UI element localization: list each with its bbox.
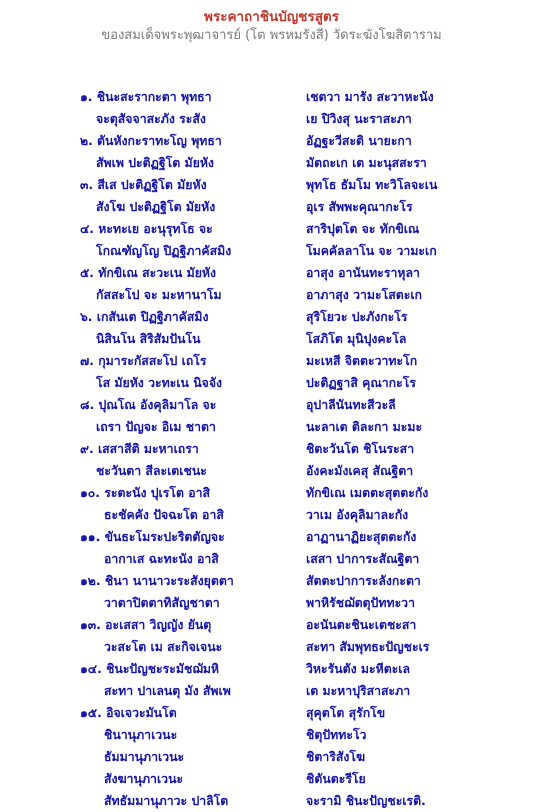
verse-line — [0, 614, 543, 636]
verse-right-text: นะลาเต ติละกา มะมะ — [306, 420, 423, 434]
verse-left-text: วาตาปิตตาทิสัญชาตา — [104, 596, 220, 610]
verse-line — [0, 680, 543, 702]
document-title: พระคาถาชินบัญชรสูตร — [204, 9, 339, 25]
verse-line — [0, 350, 543, 372]
verse-right-text: เชตวา มารัง สะวาหะนัง — [306, 90, 434, 104]
verse-right-text: วิหะรันตัง มะหีตะเล — [306, 662, 411, 676]
verse-right-text: เย ปิวิงสุ นะราสะภา — [306, 112, 412, 126]
verse-right-text: พาหิรัชฌัตตุปัททะวา — [306, 596, 415, 610]
verse-line — [0, 460, 543, 482]
verse-right-text: จะรามิ ชินะปัญชะเรติ. — [306, 794, 426, 808]
verse-line — [0, 724, 543, 746]
verse-line — [0, 526, 543, 548]
verse-right-text: ชิตันตะรีโย — [306, 772, 366, 786]
verse-line — [0, 658, 543, 680]
verse-right-text: อุเร สัพพะคุณากะโร — [306, 200, 413, 214]
verse-left-text: ๑๕. อิจเจวะมันโต — [80, 706, 177, 720]
verse-right-text: โสภิโต มุนิปุงคะโล — [306, 332, 407, 346]
verse-left-text: เถรา ปัญจะ อิเม ชาตา — [96, 420, 216, 434]
verse-left-text: ธัมมานุภาเวนะ — [104, 750, 185, 764]
verse-line — [0, 152, 543, 174]
verse-line — [0, 702, 543, 724]
verse-line — [0, 372, 543, 394]
verse-line — [0, 636, 543, 658]
verse-line — [0, 504, 543, 526]
verse-right-text: สุคุตโต สุรักโข — [306, 706, 386, 720]
verse-left-text: ๒. ตันหังกะราทะโญ พุทธา — [80, 134, 222, 148]
verse-left-text: ๘. ปุณโณ อังคุลิมาโล จะ — [80, 398, 217, 412]
verse-right-text: ชิตาริสังโฆ — [306, 750, 366, 764]
document-subtitle: ของสมเด็จพระพุฒาจารย์ (โต พรหมรังสี) วัดระฆังโฆสิตาราม — [101, 28, 442, 43]
verse-right-text: มะเหสี จิตตะวาทะโก — [306, 354, 418, 368]
verse-left-text: ๑๒. ชินา นานาวะระสังยุตตา — [80, 574, 234, 588]
verse-list — [0, 86, 543, 812]
verse-left-text: กัสสะโป จะ มะหานาโม — [96, 288, 222, 302]
verse-line — [0, 790, 543, 812]
verse-left-text: ๑๑. ขันธะโมระปะริตตัญจะ — [80, 530, 225, 544]
verse-left-text: ธะชัคคัง ปัจฉะโต อาสิ — [104, 508, 224, 522]
verse-right-text: อะนันตะชินะเตชะสา — [306, 618, 417, 632]
verse-right-text: สัตตะปาการะลังกะตา — [306, 574, 421, 588]
verse-line — [0, 416, 543, 438]
verse-line — [0, 746, 543, 768]
verse-right-text: สะทา สัมพุทธะปัญชะเร — [306, 640, 430, 654]
verse-line — [0, 196, 543, 218]
verse-left-text: ๓. สีเส ปะติฏฐิโต มัยหัง — [80, 178, 207, 192]
verse-right-text: ชิตุปัททะโว — [306, 728, 367, 742]
verse-right-text: สุริโยวะ ปะภังกะโร — [306, 310, 408, 324]
verse-right-text: พุทโธ ธัมโม ทะวิโลจะเน — [306, 178, 438, 192]
verse-right-text: ทักขิเณ เมตตะสุตตะกัง — [306, 486, 429, 500]
verse-right-text: เสสา ปาการะสัณฐิตา — [306, 552, 420, 566]
verse-line — [0, 394, 543, 416]
verse-line — [0, 548, 543, 570]
verse-line — [0, 482, 543, 504]
verse-right-text: อาภาสุง วามะโสตะเก — [306, 288, 422, 302]
verse-line — [0, 174, 543, 196]
verse-left-text: ๑. ชินะสะรากะตา พุทธา — [80, 90, 212, 104]
verse-line — [0, 86, 543, 108]
verse-line — [0, 306, 543, 328]
verse-left-text: สังฆานุภาเวนะ — [104, 772, 184, 786]
verse-line — [0, 592, 543, 614]
verse-line — [0, 262, 543, 284]
verse-right-text: อุปาลีนันทะสีวะลี — [306, 398, 396, 412]
verse-right-text: อาสุง อานันทะราหุลา — [306, 266, 420, 280]
verse-line — [0, 570, 543, 592]
verse-left-text: ๑๐. ระตะนัง ปุเรโต อาสิ — [80, 486, 211, 500]
verse-left-text: ๕. ทักขิเณ สะวะเน มัยหัง — [80, 266, 217, 280]
verse-left-text: โส มัยหัง วะทะเน นิจจัง — [96, 376, 223, 390]
verse-left-text: อากาเส ฉะทะนัง อาสิ — [104, 552, 219, 566]
verse-right-text: อัฏฐะวีสะติ นายะกา — [306, 134, 412, 148]
verse-right-text: อาฏานาฏิยะสุตตะกัง — [306, 530, 417, 544]
verse-right-text: เต มะหาปุริสาสะภา — [306, 684, 411, 698]
verse-left-text: โกณฑัญโญ ปิฏฐิภาคัสมิง — [96, 244, 232, 258]
verse-left-text: ชินานุภาเวนะ — [104, 728, 178, 742]
verse-line — [0, 438, 543, 460]
verse-right-text: มัตถะเก เต มะนุสสะรา — [306, 156, 427, 170]
verse-left-text: ๑๔. ชินะปัญชะระมัชฌัมหิ — [80, 662, 220, 676]
verse-left-text: สัพเพ ปะติฏฐิโต มัยหัง — [96, 156, 214, 170]
verse-line — [0, 108, 543, 130]
verse-left-text: สังโฆ ปะติฏฐิโต มัยหัง — [96, 200, 216, 214]
verse-left-text: สะทา ปาเลนตุ มัง สัพเพ — [104, 684, 231, 698]
verse-left-text: ชะวันตา สีละเตเชนะ — [96, 464, 207, 478]
verse-left-text: นิสินโน สิริสัมปันโน — [96, 332, 201, 346]
verse-line — [0, 218, 543, 240]
verse-left-text: ๙. เสสาสีติ มะหาเถรา — [80, 442, 199, 456]
verse-right-text: ปะติฏฐาสิ คุณากะโร — [306, 376, 416, 390]
verse-line — [0, 768, 543, 790]
verse-right-text: โมคคัลลาโน จะ วามะเก — [306, 244, 437, 258]
verse-left-text: สัทธัมมานุภาวะ ปาลิโต — [104, 794, 229, 808]
verse-left-text: ๗. กุมาระกัสสะโป เถโร — [80, 354, 207, 368]
verse-left-text: ๑๓. อะเสสา วิญญัง ยันตุ — [80, 618, 212, 632]
verse-left-text: จะตุสัจจาสะภัง ระสัง — [96, 112, 206, 126]
verse-right-text: สาริปุตโต จะ ทักขิเณ — [306, 222, 420, 236]
verse-line — [0, 328, 543, 350]
verse-left-text: ๖. เกสันเต ปิฏฐิภาคัสมิง — [80, 310, 209, 324]
verse-right-text: อังคะมังเคสุ สัณฐิตา — [306, 464, 414, 478]
verse-line — [0, 240, 543, 262]
verse-right-text: วาเม อังคุลิมาละกัง — [306, 508, 409, 522]
verse-right-text: ชิตะวันโต ชิโนระสา — [306, 442, 415, 456]
verse-line — [0, 130, 543, 152]
verse-line — [0, 284, 543, 306]
verse-left-text: ๔. หะทะเย อะนุรุทโธ จะ — [80, 222, 213, 236]
verse-left-text: วะสะโต เม สะกิจเจนะ — [104, 640, 223, 654]
